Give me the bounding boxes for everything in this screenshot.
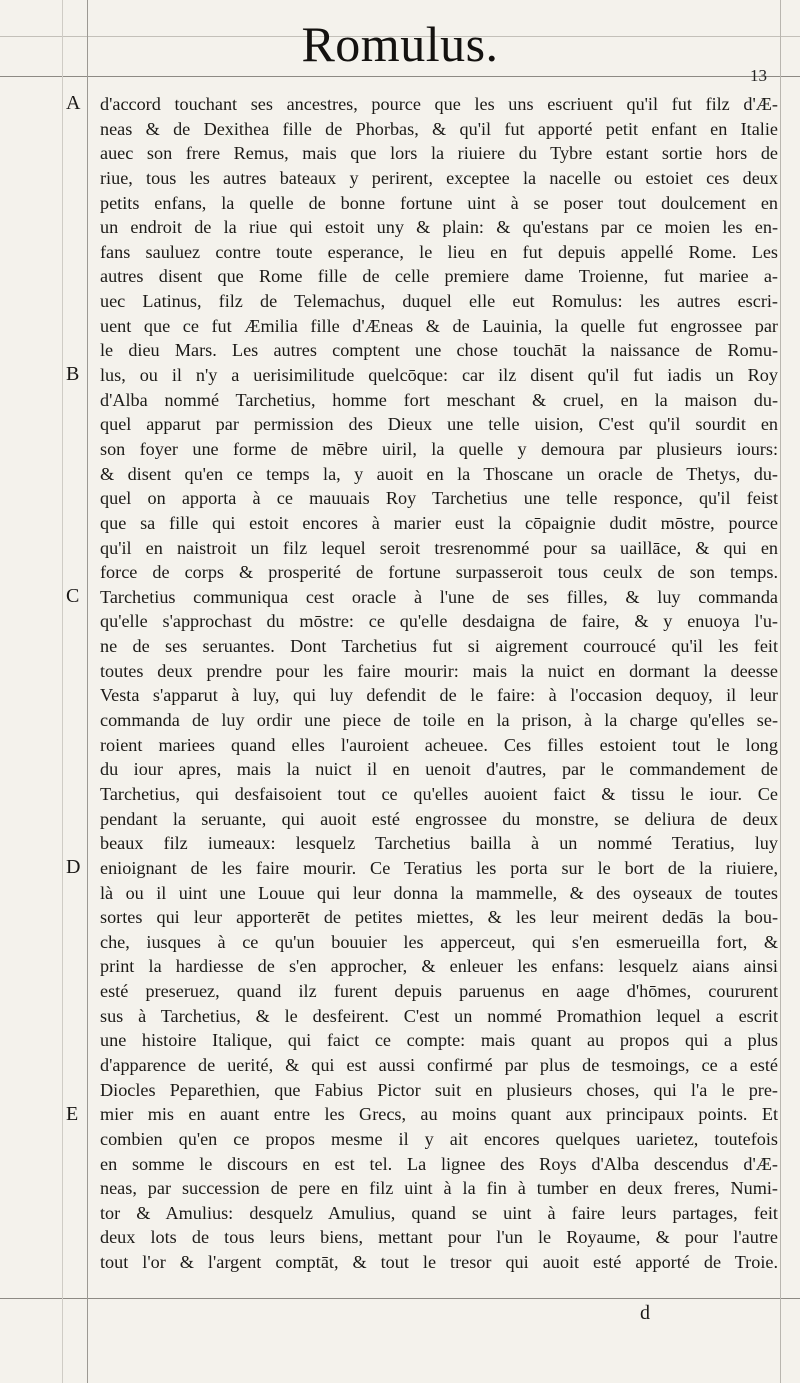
page-number: 13 bbox=[750, 66, 767, 85]
text-line: du iour apres, mais la nuict il en uenoit d'autres, par le commandement de bbox=[100, 759, 778, 780]
text-line: quel apparut par permission des Dieux une telle uision, C'est qu'il sourdit en bbox=[100, 414, 778, 435]
text-line: sortes qui leur apporterēt de petites miettes, & les leur meirent dedās la bou- bbox=[100, 907, 778, 928]
text-line: beaux filz iumeaux: lesquelz Tarchetius bailla à un nommé Teratius, luy bbox=[100, 833, 778, 854]
text-line: auec son frere Remus, mais que lors la riuiere du Tybre estant sortie hors de bbox=[100, 143, 778, 164]
text-line: là ou il uint une Louue qui leur donna la mammelle, & des oyseaux de toutes bbox=[100, 882, 778, 903]
text-line: lus, ou il n'y a uerisimilitude quelcōque: car ilz disent qu'il fut iadis un Roy bbox=[100, 365, 778, 386]
text-line: neas, par succession de pere en filz uint à la fin à tumber en deux freres, Numi- bbox=[100, 1178, 778, 1199]
text-line: combien qu'en ce propos mesme il y ait encores quelques uarietez, toutefois bbox=[100, 1128, 778, 1149]
text-line: son foyer une forme de mēbre uiril, la quelle y demoura par plusieurs iours: bbox=[100, 438, 778, 459]
signature-mark: d bbox=[640, 1302, 650, 1324]
text-line: tout l'or & l'argent comptāt, & tout le tresor qui auoit esté apporté de Troie. bbox=[100, 1252, 778, 1273]
text-block bbox=[100, 92, 778, 1275]
text-line: toutes deux prendre pour les faire mourir: mais la nuict en dormant la deesse bbox=[100, 660, 778, 681]
margin-letter: D bbox=[66, 856, 81, 879]
text-line: qu'il en naistroit un filz lequel seroit tresrenommé pour sa uaillāce, & qui en bbox=[100, 537, 778, 558]
margin-letter: E bbox=[66, 1102, 79, 1125]
text-line: Tarchetius communiqua cest oracle à l'une de ses filles, & luy commanda bbox=[100, 586, 778, 607]
text-line: deux lots de tous leurs biens, mettant pour l'un le Royaume, & pour l'autre bbox=[100, 1227, 778, 1248]
page-rule-right bbox=[780, 0, 781, 1383]
text-line: tor & Amulius: desquelz Amulius, quand se uint à faire leurs partages, feit bbox=[100, 1202, 778, 1223]
text-line: uec Latinus, filz de Telemachus, duquel elle eut Romulus: les autres escri- bbox=[100, 291, 778, 312]
text-line: Vesta s'apparut à luy, qui luy defendit de le faire: à l'occasion dequoy, il leur bbox=[100, 685, 778, 706]
text-line: & disent qu'en ce temps la, y auoit en la Thoscane un oracle de Thetys, du- bbox=[100, 463, 778, 484]
text-line: un endroit de la riue qui estoit uny & plain: & qu'estans par ce moien les en- bbox=[100, 217, 778, 238]
margin-letter: B bbox=[66, 363, 80, 386]
text-line: autres disent que Rome fille de celle premiere dame Troienne, fut mariee a- bbox=[100, 266, 778, 287]
margin-letter: C bbox=[66, 585, 80, 607]
page-rule-left bbox=[87, 0, 88, 1383]
text-line: riue, tous les autres bateaux y perirent, exceptee la nacelle ou estoiet ces deux bbox=[100, 167, 778, 188]
text-line: en somme le discours en est tel. La lignee des Roys d'Alba descendus d'Æ- bbox=[100, 1153, 778, 1174]
text-line: print la hardiesse de s'en approcher, & enleuer les enfans: lesquelz aians ainsi bbox=[100, 956, 778, 977]
margin-letter: A bbox=[66, 92, 81, 114]
text-line: que sa fille qui estoit encores à marier eust la cōpaignie dudit mōstre, pource bbox=[100, 512, 778, 533]
text-line: une histoire Italique, qui faict ce compte: mais quant au propos qui a plus bbox=[100, 1030, 778, 1051]
text-line: Tarchetius, qui desfaisoient tout ce qu'elles auoient faict & tissu le iour. Ce bbox=[100, 783, 778, 804]
text-line: quel on apporta à ce mauuais Roy Tarchetius une telle responce, qu'il feist bbox=[100, 488, 778, 509]
text-line: qu'elle s'approchast du mōstre: ce qu'elle desdaigna de faire, & y enuoya l'u- bbox=[100, 611, 778, 632]
text-line: sus à Tarchetius, & le desfeirent. C'est un nommé Promathion lequel a escrit bbox=[100, 1005, 778, 1026]
page-rule-bottom bbox=[0, 1298, 800, 1299]
text-line: d'accord touchant ses ancestres, pource que les uns escriuent qu'il fut filz d'Æ- bbox=[100, 94, 778, 114]
text-line: petits enfans, la quelle de bonne fortune uint à se poser tout doulcement en bbox=[100, 192, 778, 213]
text-line: pendant la seruante, qui auoit esté engrossee du monstre, se deliura de deux bbox=[100, 808, 778, 829]
text-line: uent que ce fut Æmilia fille d'Æneas & de Lauinia, la quelle fut engrossee par bbox=[100, 315, 778, 336]
text-line: le dieu Mars. Les autres comptent une chose touchāt la naissance de Romu- bbox=[100, 340, 778, 361]
page-rule-top bbox=[0, 76, 800, 77]
running-header: Romulus. bbox=[301, 16, 499, 72]
text-line: fans sauluez contre toute esperance, le lieu en fut depuis appellé Rome. Les bbox=[100, 241, 778, 262]
text-line: esté preseruez, quand ilz furent depuis paruenus en aage d'hōmes, coururent bbox=[100, 981, 778, 1002]
text-line: roient mariees quand elles l'auroient acheuee. Ces filles estoient tout le long bbox=[100, 734, 778, 755]
text-line: Diocles Peparethien, que Fabius Pictor suit en plusieurs choses, qui l'a le pre- bbox=[100, 1079, 778, 1100]
text-line: d'apparence de uerité, & qui est aussi confirmé par plus de tesmoings, ce a esté bbox=[100, 1054, 778, 1075]
text-line: neas & de Dexithea fille de Phorbas, & qu'il fut apporté petit enfant en Italie bbox=[100, 118, 778, 139]
text-line: ne de ses seruantes. Dont Tarchetius fut si aigrement courroucé qu'il les feit bbox=[100, 636, 778, 657]
text-line: commanda de luy ordir une piece de toile en la prison, à la charge qu'elles se- bbox=[100, 710, 778, 731]
text-line: mier mis en auant entre les Grecs, au moins quant aux principaux points. Et bbox=[100, 1104, 778, 1125]
text-line: che, iusques à ce qu'un bouuier les apperceut, qui s'en esmerueilla fort, & bbox=[100, 931, 778, 952]
page-rule-left-faint bbox=[62, 0, 63, 1383]
text-line: force de corps & prosperité de fortune surpasseroit tous ceulx de son temps. bbox=[100, 562, 778, 583]
text-line: enioignant de les faire mourir. Ce Teratius les porta sur le bort de la riuiere, bbox=[100, 857, 778, 878]
text-line: d'Alba nommé Tarchetius, homme fort meschant & cruel, en la maison du- bbox=[100, 389, 778, 410]
